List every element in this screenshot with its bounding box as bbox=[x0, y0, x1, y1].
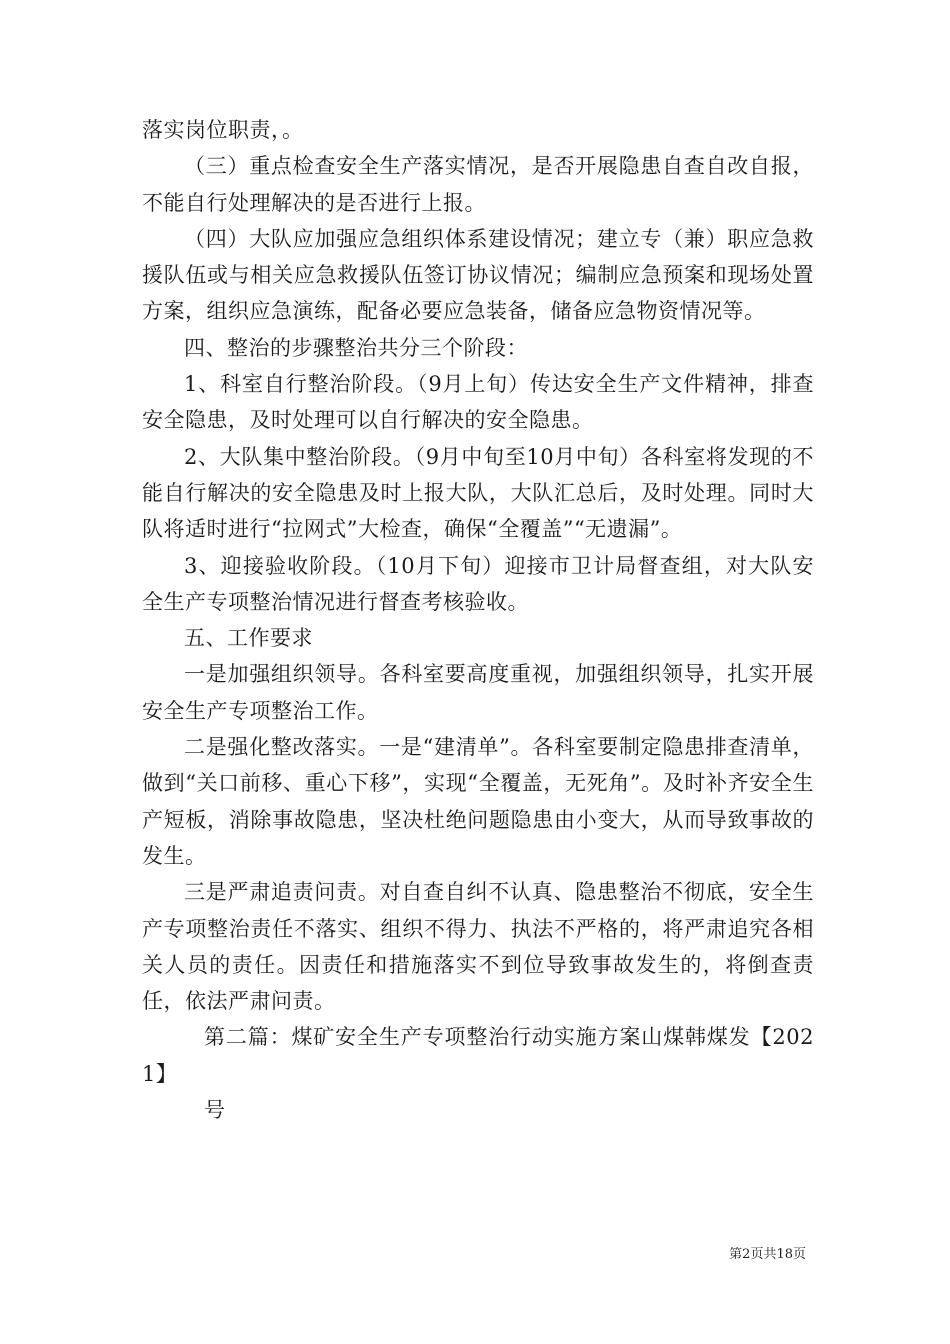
paragraph-3: （四）大队应加强应急组织体系建设情况；建立专（兼）职应急救援队伍或与相关应急救援队伍签订协议情况；编制应急预案和现场处置方案，组织应急演练，配备必要应急装备，储备应急物资情况等。 bbox=[142, 226, 814, 324]
paragraph-7: 3、迎接验收阶段。（10月下旬）迎接市卫计局督查组，对大队安全生产专项整治情况进行督查考核验收。 bbox=[142, 553, 814, 614]
chapter-title: 第二篇：煤矿安全生产专项整治行动实施方案山煤韩煤发【2021】 bbox=[142, 1025, 814, 1086]
paragraph-1: 落实岗位职责，。 bbox=[142, 118, 304, 142]
section-heading-5: 五、工作要求 bbox=[184, 626, 313, 651]
paragraph-11: 三是严肃追责问责。对自查自纠不认真、隐患整治不彻底，安全生产专项整治责任不落实、组织不得力、执法不严格的，将严肃追究各相关人员的责任。因责任和措施落实不到位导致事故发生的，将倒查责任，依法严肃问责。 bbox=[142, 880, 814, 1014]
section-heading-4: 四、整治的步骤整治共分三个阶段： bbox=[184, 335, 528, 360]
paragraph-9: 一是加强组织领导。各科室要高度重视，加强组织领导，扎实开展安全生产专项整治工作。 bbox=[142, 662, 814, 723]
body-text bbox=[142, 112, 814, 1128]
paragraph-10: 二是强化整改落实。一是“建清单”。各科室要制定隐患排查清单，做到“关口前移、重心下移”，实现“全覆盖，无死角”。及时补齐安全生产短板，消除事故隐患，坚决杜绝问题隐患由小变大，从而导致事故的发生。 bbox=[142, 735, 814, 868]
page-number-footer: 第2页共18页 bbox=[729, 1247, 806, 1262]
paragraph-5: 1、科室自行整治阶段。（9月上旬）传达安全生产文件精神，排查安全隐患，及时处理可以自行解决的安全隐患。 bbox=[142, 372, 814, 433]
chapter-title-suffix: 号 bbox=[204, 1098, 226, 1123]
paragraph-6: 2、大队集中整治阶段。（9月中旬至10月中旬）各科室将发现的不能自行解决的安全隐患及时上报大队，大队汇总后，及时处理。同时大队将适时进行“拉网式”大检查，确保“全覆盖”“无遗漏”。 bbox=[142, 444, 814, 542]
paragraph-2: （三）重点检查安全生产落实情况，是否开展隐患自查自改自报，不能自行处理解决的是否进行上报。 bbox=[142, 154, 814, 215]
